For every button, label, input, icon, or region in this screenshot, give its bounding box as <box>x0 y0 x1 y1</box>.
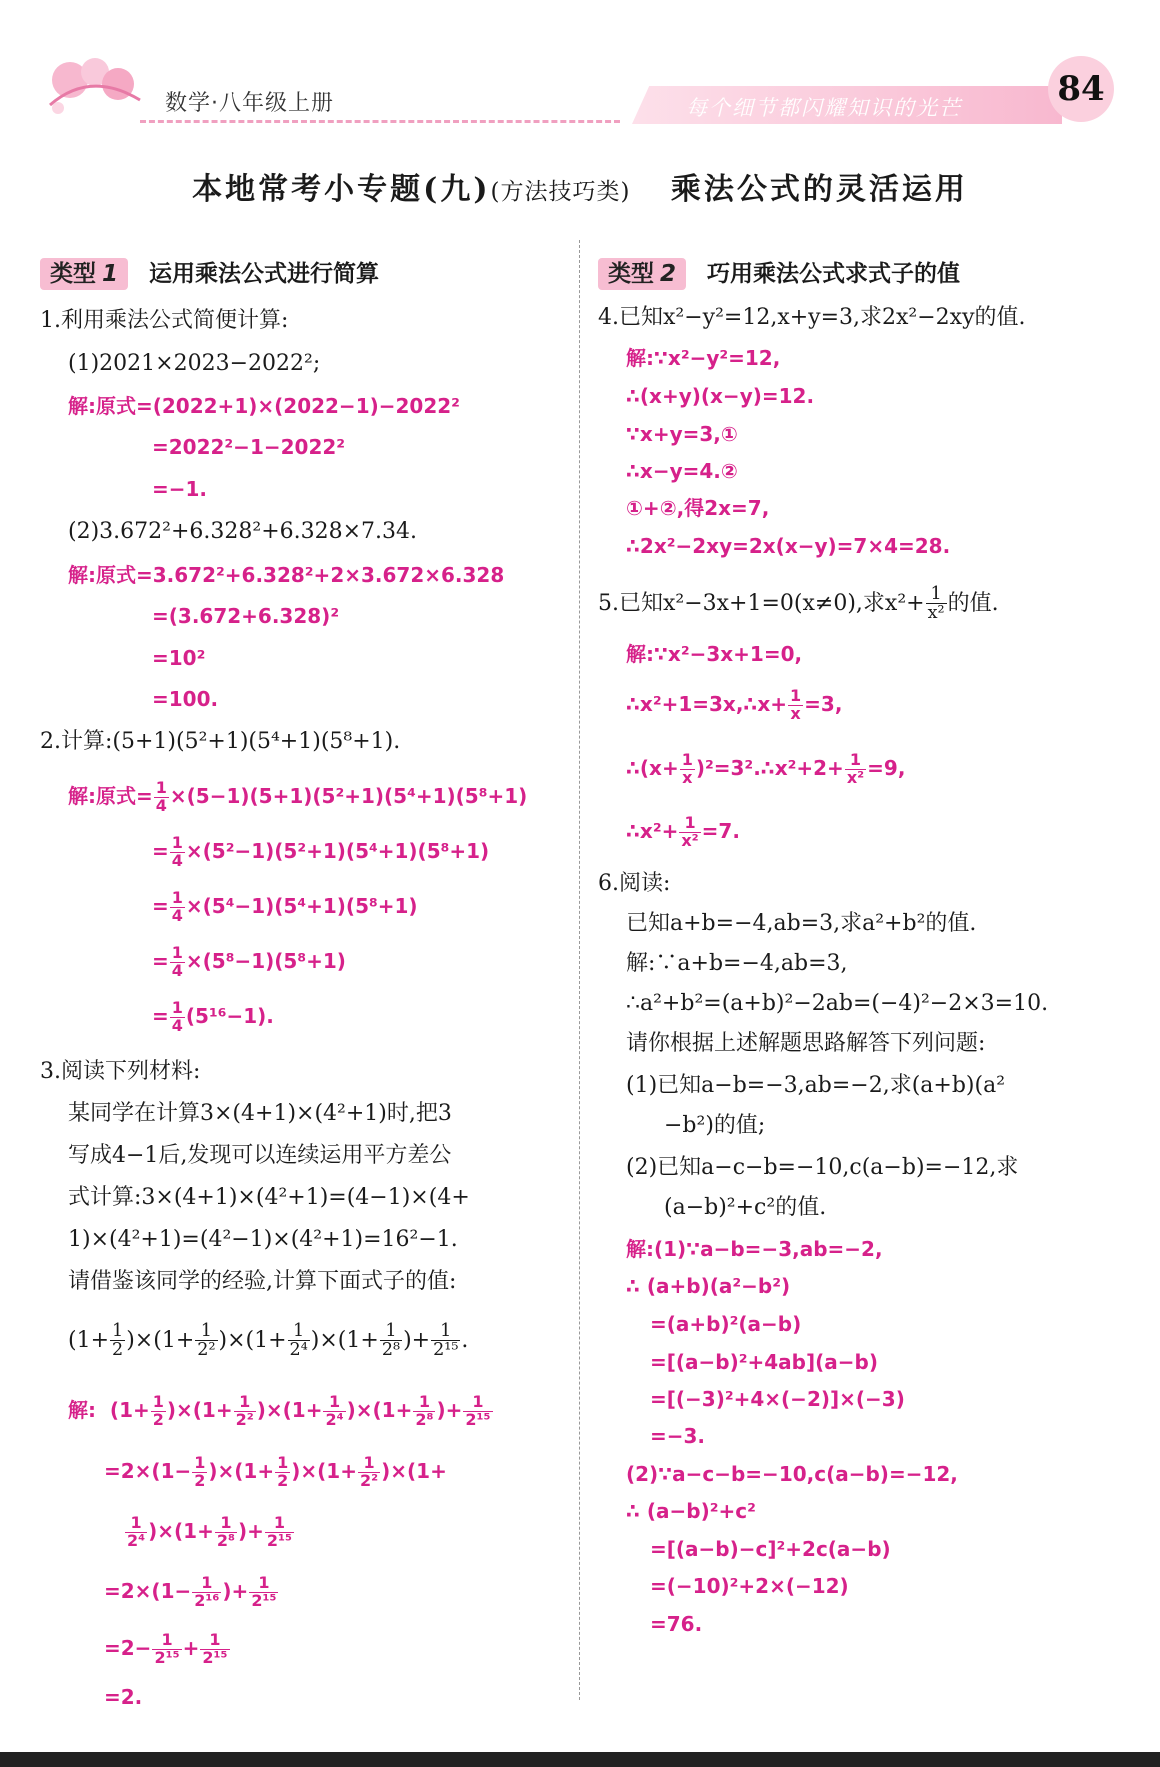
q1a-step3: =−1. <box>152 477 208 501</box>
frac-den: 2⁸ <box>381 1340 401 1361</box>
q6-step10: =(−10)²+2×(−12) <box>650 1574 849 1598</box>
fraction <box>192 1575 221 1610</box>
q1b-step3: =10² <box>152 646 206 670</box>
column-divider <box>579 240 580 1700</box>
frac-num: 1 <box>215 1515 237 1533</box>
q3-material-line5: 请借鉴该同学的经验,计算下面式子的值: <box>68 1269 457 1294</box>
q5-step2-post: =3, <box>804 691 843 716</box>
frac-den: 2⁴ <box>289 1340 308 1361</box>
fraction <box>358 1455 380 1490</box>
fraction <box>110 1322 125 1360</box>
q2-step3 <box>152 890 418 925</box>
type2-heading: 巧用乘法公式求式子的值 <box>707 261 960 287</box>
q1b-step2: =(3.672+6.328)² <box>152 604 340 628</box>
frac-den: x² <box>846 767 865 787</box>
q3-step1: 解: (1+ $\frac{1}{2}$ )×(1+ $\frac{1}{\text{2²}}$ )×(1+ $\frac{1}{\text{2⁴}}$ )×(1+ $\frac{1}{\text{2⁸}}$ )+ $\frac{1}{\text{2¹⁵}}$ <box>68 1392 491 1429</box>
q3-step5: =2. <box>104 1685 143 1709</box>
eq-sign: = <box>152 893 169 918</box>
q6-part2-line1: (2)已知a−c−b=−10,c(a−b)=−12,求 <box>626 1155 1019 1180</box>
q5-step4-pre: ∴x²+ <box>626 818 679 843</box>
q5-step3 <box>626 752 905 787</box>
frac-num: 1 <box>845 752 866 770</box>
fraction <box>170 1000 185 1035</box>
frac-num: 1 <box>413 1394 435 1412</box>
frac-den: 4 <box>171 960 183 980</box>
type2-tag <box>598 258 686 290</box>
fraction <box>200 1632 229 1667</box>
q3-step2-cont: $\frac{1}{\text{2⁴}}$ )×(1+ $\frac{1}{\text{2⁸}}$ )+ $\frac{1}{\text{2¹⁵}}$ <box>127 1513 293 1550</box>
fraction <box>431 1322 460 1360</box>
frac-num: 1 <box>277 1453 289 1472</box>
fraction <box>680 752 695 787</box>
frac-num: 1 <box>288 1322 310 1341</box>
q2-prompt: 2.计算:(5+1)(5²+1)(5⁴+1)(5⁸+1). <box>40 729 401 754</box>
frac-num: 1 <box>358 1455 380 1473</box>
frac-num: 1 <box>679 815 700 833</box>
q5-step3-post: =9, <box>867 755 906 780</box>
q3-expression: (1+ $\frac{1}{2}$ )×(1+ $\frac{1}{\text{2²}}$ )×(1+ $\frac{1}{\text{2⁴}}$ )×(1+ $\frac{1}{\text{2⁸}}$ )+ $\frac{1}{\text{2¹⁵}}$ . <box>68 1321 469 1361</box>
q6-part1-line1: (1)已知a−b=−3,ab=−2,求(a+b)(a² <box>626 1073 1006 1098</box>
q3-step3-pre: =2×(1− <box>104 1578 192 1603</box>
frac-den: 2¹⁵ <box>433 1340 459 1361</box>
q2-step1 <box>68 780 527 815</box>
frac-den: 2 <box>152 1409 164 1429</box>
frac-den: 2 <box>277 1470 289 1490</box>
fraction <box>463 1394 492 1429</box>
q3-material-line2: 写成4−1后,发现可以连续运用平方差公 <box>68 1143 452 1168</box>
q5-step1: 解:∵x²−3x+1=0, <box>626 642 803 666</box>
frac-den: 2 <box>194 1470 206 1490</box>
q6-step5: =[(−3)²+4×(−2)]×(−3) <box>650 1387 905 1411</box>
frac-num: 1 <box>112 1321 124 1341</box>
frac-num: 1 <box>926 585 947 604</box>
frac-den: 2¹⁵ <box>266 1530 293 1550</box>
q3-step4 <box>104 1632 231 1667</box>
frac-num: 1 <box>234 1394 256 1412</box>
q6-step9: =[(a−b)−c]²+2c(a−b) <box>650 1537 891 1561</box>
frac-den: 2² <box>197 1340 216 1361</box>
fraction <box>249 1575 278 1610</box>
frac-num: 1 <box>380 1322 402 1341</box>
eq-sign: = <box>152 1003 169 1028</box>
q2-step1-post: ×(5−1)(5+1)(5²+1)(5⁴+1)(5⁸+1) <box>169 783 528 808</box>
q2-step5 <box>152 1000 274 1035</box>
q6-prompt: 6.阅读: <box>598 871 671 896</box>
q3-prompt: 3.阅读下列材料: <box>40 1059 201 1084</box>
q6-step3: =(a+b)²(a−b) <box>650 1312 802 1336</box>
type1-tag-number: 1 <box>102 261 119 287</box>
type2-tag-label: 类型 <box>608 261 654 287</box>
q1a-step1: 解:原式=(2022+1)×(2022−1)−2022² <box>68 394 460 418</box>
fraction <box>926 585 947 623</box>
frac-num: 1 <box>194 1453 206 1472</box>
q2-step4 <box>152 945 346 980</box>
sol-label: 解: <box>68 1397 96 1422</box>
q4-step4: ∴x−y=4.② <box>626 459 738 483</box>
fraction <box>151 1394 166 1429</box>
q5-step4 <box>626 815 740 850</box>
q6-material-line2: 解:∵a+b=−4,ab=3, <box>626 951 848 976</box>
frac-den: 4 <box>171 905 183 925</box>
flower-ornament-icon <box>40 50 150 120</box>
frac-den: 4 <box>171 1015 183 1035</box>
fraction <box>234 1394 256 1429</box>
header-motto: 每个细节都闪耀知识的光芒 <box>686 96 962 120</box>
title-topic: 乘法公式的灵活运用 <box>670 172 968 207</box>
bottom-bar <box>0 1752 1160 1767</box>
frac-den: 2 <box>112 1340 124 1361</box>
frac-den: x <box>682 767 693 787</box>
fraction <box>788 688 803 723</box>
q4-step1: 解:∵x²−y²=12, <box>626 346 781 370</box>
eq-sign: = <box>152 948 169 973</box>
frac-num: 1 <box>195 1322 217 1341</box>
frac-num: 1 <box>431 1322 460 1341</box>
q2-step2 <box>152 835 489 870</box>
frac-num: 1 <box>171 998 183 1017</box>
frac-num: 1 <box>790 686 802 705</box>
frac-den: 4 <box>171 850 183 870</box>
q3-material-line3: 式计算:3×(4+1)×(4²+1)=(4−1)×(4+ <box>68 1185 470 1210</box>
q4-step2: ∴(x+y)(x−y)=12. <box>626 384 815 408</box>
q4-prompt: 4.已知x²−y²=12,x+y=3,求2x²−2xy的值. <box>598 305 1026 330</box>
frac-num: 1 <box>265 1515 294 1533</box>
q1b-step1: 解:原式=3.672²+6.328²+2×3.672×6.328 <box>68 563 505 587</box>
header-dash-divider <box>140 120 620 123</box>
frac-den: x² <box>681 830 699 850</box>
frac-num: 1 <box>681 750 693 769</box>
page-title <box>0 164 1160 208</box>
q5-step3-pre: ∴(x+ <box>626 755 679 780</box>
frac-num: 1 <box>200 1632 229 1650</box>
frac-num: 1 <box>463 1394 492 1412</box>
frac-den: 2⁴ <box>127 1530 146 1550</box>
fraction <box>323 1394 345 1429</box>
frac-den: 2¹⁵ <box>465 1409 491 1429</box>
frac-num: 1 <box>171 833 183 852</box>
q5-step2-pre: ∴x²+1=3x,∴x+ <box>626 691 787 716</box>
fraction <box>170 890 185 925</box>
title-main: 本地常考小专题(九) <box>192 172 491 207</box>
fraction <box>195 1322 217 1360</box>
fraction <box>845 752 866 787</box>
q6-step11: =76. <box>650 1612 703 1636</box>
q5-prompt-pre: 5.已知x²−3x+1=0(x≠0),求x²+ <box>598 590 925 616</box>
q1a-prompt: (1)2021×2023−2022²; <box>68 351 321 376</box>
q6-step6: =−3. <box>650 1424 706 1448</box>
fraction <box>679 815 700 850</box>
q3-step4-pre: =2− <box>104 1635 152 1660</box>
fraction <box>275 1455 290 1490</box>
q5-step4-post: =7. <box>701 818 740 843</box>
type1-heading: 运用乘法公式进行简算 <box>149 261 379 287</box>
q4-step5: ①+②,得2x=7, <box>626 496 770 520</box>
frac-den: 2¹⁶ <box>194 1590 220 1610</box>
q1b-prompt: (2)3.672²+6.328²+6.328×7.34. <box>68 519 418 544</box>
q6-material-line3: ∴a²+b²=(a+b)²−2ab=(−4)²−2×3=10. <box>626 991 1049 1016</box>
q3-material-line4: 1)×(4²+1)=(4²−1)×(4²+1)=16²−1. <box>68 1227 458 1252</box>
q6-part1-line2: −b²)的值; <box>664 1113 766 1138</box>
q6-material-line1: 已知a+b=−4,ab=3,求a²+b²的值. <box>626 911 977 936</box>
frac-den: x <box>790 703 801 723</box>
q2-step5-body: (5¹⁶−1). <box>185 1003 274 1028</box>
eq-sign: = <box>152 838 169 863</box>
q5-prompt <box>598 585 999 623</box>
q1b-step4: =100. <box>152 687 219 711</box>
q6-part2-line2: (a−b)²+c²的值. <box>664 1195 827 1220</box>
q6-step4: =[(a−b)²+4ab](a−b) <box>650 1350 878 1374</box>
frac-den: 2⁴ <box>325 1409 344 1429</box>
frac-num: 1 <box>323 1394 345 1412</box>
fraction <box>154 780 169 815</box>
fraction <box>152 1632 181 1667</box>
type1-header <box>40 258 379 290</box>
frac-den: 4 <box>155 795 167 815</box>
frac-den: 2⁸ <box>216 1530 235 1550</box>
type1-tag <box>40 258 128 290</box>
q2-step2-body: ×(5²−1)(5²+1)(5⁴+1)(5⁸+1) <box>185 838 490 863</box>
fraction <box>288 1322 310 1360</box>
title-sub: (方法技巧类) <box>490 179 631 205</box>
q3-step3 <box>104 1575 279 1610</box>
q3-material-line1: 某同学在计算3×(4+1)×(4²+1)时,把3 <box>68 1101 452 1126</box>
q4-step6: ∴2x²−2xy=2x(x−y)=7×4=28. <box>626 534 951 558</box>
fraction <box>380 1322 402 1360</box>
q6-material-line4: 请你根据上述解题思路解答下列问题: <box>626 1031 986 1056</box>
q6-step7: (2)∵a−c−b=−10,c(a−b)=−12, <box>626 1462 958 1486</box>
frac-num: 1 <box>155 778 167 797</box>
q3-step4-mid: + <box>182 1635 200 1660</box>
fraction <box>413 1394 435 1429</box>
q3-step3-mid: )+ <box>222 1578 249 1603</box>
frac-num: 1 <box>152 1632 181 1650</box>
frac-num: 1 <box>125 1515 147 1533</box>
frac-den: 2¹⁵ <box>251 1590 277 1610</box>
q6-step8: ∴ (a−b)²+c² <box>626 1499 756 1523</box>
page-number: 84 <box>1048 56 1114 122</box>
q3-step2: =2×(1− $\frac{1}{2}$ )×(1+ $\frac{1}{2}$ )×(1+ $\frac{1}{\text{2²}}$ )×(1+ <box>104 1453 447 1490</box>
q4-step3: ∵x+y=3,① <box>626 422 738 446</box>
frac-den: x² <box>927 603 945 624</box>
fraction <box>265 1515 294 1550</box>
fraction <box>192 1455 207 1490</box>
q5-prompt-post: 的值. <box>947 590 999 616</box>
type2-header <box>598 258 960 290</box>
q6-step2: ∴ (a+b)(a²−b²) <box>626 1274 791 1298</box>
frac-num: 1 <box>152 1392 164 1411</box>
frac-den: 2⁸ <box>415 1409 434 1429</box>
q5-step3-mid: )²=3².∴x²+2+ <box>695 755 844 780</box>
q2-step4-body: ×(5⁸−1)(5⁸+1) <box>185 948 346 973</box>
frac-num: 1 <box>171 943 183 962</box>
type1-tag-label: 类型 <box>50 261 96 287</box>
fraction <box>170 835 185 870</box>
q6-step1: 解:(1)∵a−b=−3,ab=−2, <box>626 1237 883 1261</box>
fraction <box>215 1515 237 1550</box>
frac-num: 1 <box>192 1575 221 1593</box>
frac-den: 2¹⁵ <box>202 1647 228 1667</box>
type2-tag-number: 2 <box>660 261 677 287</box>
frac-num: 1 <box>171 888 183 907</box>
frac-den: 2² <box>235 1409 254 1429</box>
fraction <box>125 1515 147 1550</box>
frac-num: 1 <box>249 1575 278 1593</box>
book-title: 数学·八年级上册 <box>165 91 334 116</box>
q5-step2 <box>626 688 842 723</box>
q2-step1-pre: 解:原式= <box>68 783 153 808</box>
frac-den: 2² <box>359 1470 379 1490</box>
q1a-step2: =2022²−1−2022² <box>152 435 346 459</box>
frac-den: 2¹⁵ <box>154 1647 180 1667</box>
fraction <box>170 945 185 980</box>
q1-prompt: 1.利用乘法公式简便计算: <box>40 308 289 333</box>
q2-step3-body: ×(5⁴−1)(5⁴+1)(5⁸+1) <box>185 893 418 918</box>
